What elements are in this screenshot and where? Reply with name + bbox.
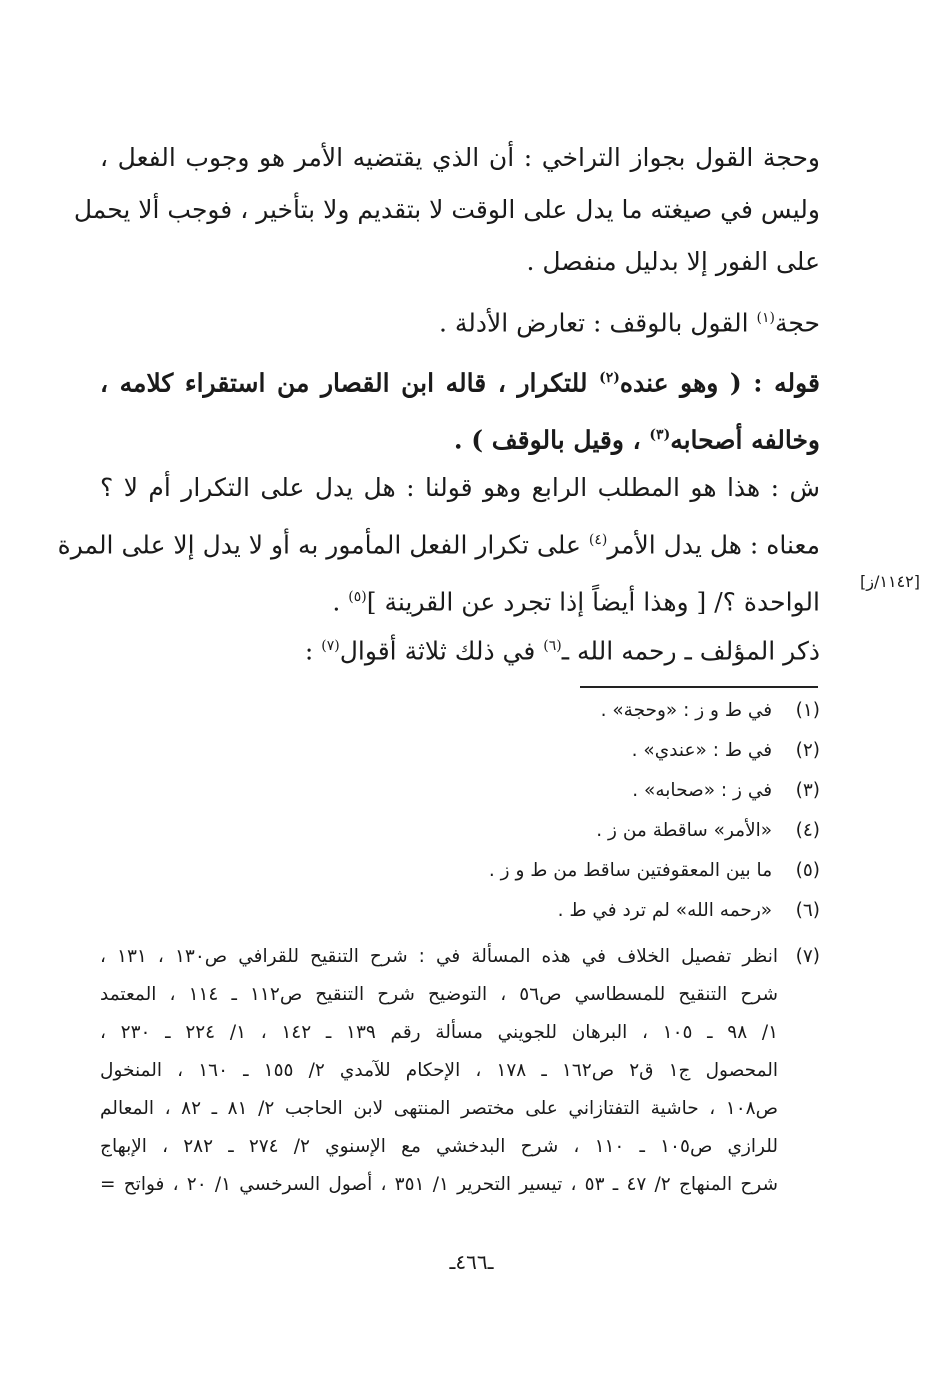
text-line: المحصول ج١ ق٢ ص١٦٢ ـ ١٧٨ ، الإحكام للآمدي ٢/ ١٥٥ ـ ١٦٠ ، المنخول [100, 1060, 779, 1081]
footnote-text: في ز : «صحابه» . [632, 780, 773, 801]
text-line: شرح التنقيح للمسطاسي ص٥٦ ، التوضيح شرح التنقيح ص١١٢ ـ ١١٤ ، المعتمد [100, 984, 778, 1005]
footnote-ref: (١) [756, 310, 775, 326]
text-line: حجة$^{(١)}$ القول بالوقف : تعارض الأدلة . [438, 308, 820, 338]
footnote-text: «الأمر» ساقطة من ز . [596, 820, 773, 841]
manuscript-folio-marker: [١١٤٢/ز] [860, 572, 920, 591]
text-line: وليس في صيغته ما يدل على الوقت لا بتقديم ولا بتأخير ، فوجب ألا يحمل [73, 195, 820, 224]
paragraph-sharh [57, 462, 820, 629]
footnote-ref: (٦) [543, 638, 562, 654]
footnote-text: في ط : «عندي» . [631, 740, 773, 761]
footnote-4 [100, 820, 820, 841]
text-line: معناه : هل يدل الأمر$^{(٤)}$ على تكرار الفعل المأمور به أو لا يدل إلا على المرة [57, 530, 820, 560]
text-line: ص١٠٨ ، حاشية التفتازاني على مختصر المنتهى لابن الحاجب ٢/ ٨١ ـ ٨٢ ، المعالم [100, 1098, 778, 1119]
paragraph-aqwal [100, 620, 820, 677]
footnote-number: (٣) [795, 780, 820, 801]
footnote-ref: (٥) [348, 589, 367, 606]
text-line: على الفور إلا بدليل منفصل . [526, 247, 820, 276]
text-line: وحجة القول بجواز التراخي : أن الذي يقتضيه الأمر هو وجوب الفعل ، [100, 143, 820, 172]
text-line: الواحدة ؟/ [ وهذا أيضاً إذا تجرد عن القرينة ]$^{(٥)}$ . [332, 587, 820, 617]
text-line: للرازي ص١٠٥ ـ ١١٠ ، شرح البدخشي مع الإسنوي ٢/ ٢٧٤ ـ ٢٨٢ ، الإبهاج [100, 1136, 778, 1157]
footnote-number: (١) [795, 700, 820, 721]
text-line: ذكر المؤلف ـ رحمه الله ـ$^{(٦)}$ في ذلك ثلاثة أقوال$^{(٧)}$ : [304, 636, 820, 666]
footnote-number: (٤) [795, 820, 820, 841]
footnote-ref: (٧) [321, 638, 340, 654]
text-line: ١/ ٩٨ ـ ١٠٥ ، البرهان للجويني مسألة رقم ١٣٩ ـ ١٤٢ ، ١/ ٢٢٤ ـ ٢٣٠ ، [100, 1022, 779, 1043]
footnote-7 [100, 938, 820, 1218]
footnote-text: ما بين المعقوفتين ساقط من ط و ز . [488, 860, 773, 881]
footnote-1 [100, 700, 820, 721]
footnote-text [100, 938, 778, 1204]
footnote-separator [580, 686, 818, 688]
footnote-2 [100, 740, 820, 761]
footnote-text: في ط و ز : «وحجة» . [600, 700, 773, 721]
footnote-3 [100, 780, 820, 801]
page-number: ـ٤٦٦ـ [449, 1250, 494, 1274]
footnote-5 [100, 860, 820, 881]
footnote-number: (٥) [795, 860, 820, 881]
paragraph-waqf [100, 292, 820, 349]
footnote-number: (٧) [795, 946, 820, 967]
text-line: قوله : ( وهو عنده$^{(٢)}$ للتكرار ، قاله ابن القصار من استقراء كلامه ، [100, 368, 820, 398]
footnote-text: «رحمه الله» لم ترد في ط . [557, 900, 773, 921]
text-line: ش : هذا هو المطلب الرابع وهو قولنا : هل يدل على التكرار أم لا ؟ [100, 473, 820, 502]
footnotes [100, 700, 820, 940]
footnote-ref: (٢) [599, 370, 620, 386]
paragraph-tarakhi [73, 132, 820, 288]
text-line: وخالفه أصحابه$^{(٣)}$ ، وقيل بالوقف ) . [453, 425, 820, 455]
footnote-ref: (٣) [649, 427, 671, 444]
footnote-6 [100, 900, 820, 921]
footnote-number: (٢) [795, 740, 820, 761]
text-line: شرح المنهاج ٢/ ٤٧ ـ ٥٣ ، تيسير التحرير ١/ ٣٥١ ، أصول السرخسي ١/ ٢٠ ، فواتح = [100, 1174, 778, 1195]
text-line: انظر تفصيل الخلاف في هذه المسألة في : شرح التنقيح للقرافي ص١٣٠ ، ١٣١ ، [100, 946, 778, 967]
footnote-ref: (٤) [588, 532, 608, 548]
paragraph-quote [100, 352, 820, 467]
footnote-number: (٦) [795, 900, 820, 921]
